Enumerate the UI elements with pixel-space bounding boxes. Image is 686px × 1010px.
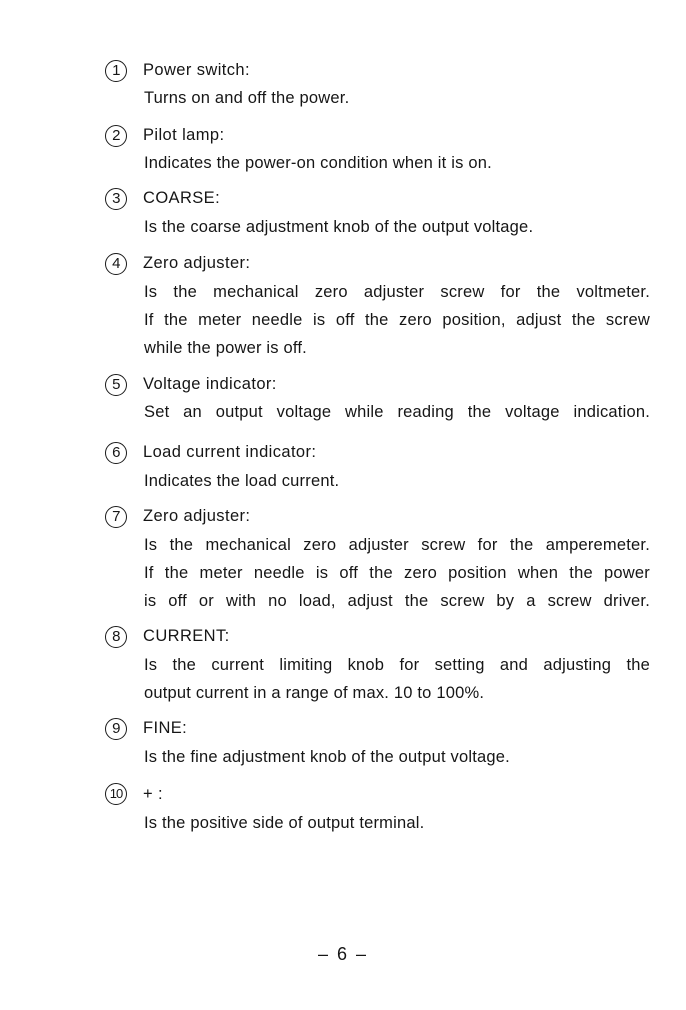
item-description: while the power is off. xyxy=(144,339,307,357)
item-number: 8 xyxy=(105,626,127,648)
item-number: 4 xyxy=(105,253,127,275)
item-description: Set an output voltage while reading the voltage indication. xyxy=(144,403,650,421)
item-description: Is the fine adjustment knob of the output voltage. xyxy=(144,748,510,766)
item-title: Pilot lamp: xyxy=(143,126,225,144)
item-title: CURRENT: xyxy=(143,627,230,645)
item-number: 6 xyxy=(105,442,127,464)
item-title: Voltage indicator: xyxy=(143,375,277,393)
item-description: Is the mechanical zero adjuster screw for the amperemeter. xyxy=(144,536,650,554)
item-number: 3 xyxy=(105,188,127,210)
item-description: Is the current limiting knob for setting and adjusting the xyxy=(144,656,650,674)
item-description: Turns on and off the power. xyxy=(144,89,350,107)
item-description: Is the coarse adjustment knob of the output voltage. xyxy=(144,218,534,236)
page-number: – 6 – xyxy=(317,944,369,964)
item-number: 9 xyxy=(105,718,127,740)
item-description: If the meter needle is off the zero position when the power xyxy=(144,564,650,582)
item-title: Load current indicator: xyxy=(143,443,317,461)
item-description: is off or with no load, adjust the screw by a screw driver. xyxy=(144,592,650,610)
item-title: Zero adjuster: xyxy=(143,507,251,525)
item-description: output current in a range of max. 10 to 100%. xyxy=(144,684,485,702)
item-description: Indicates the load current. xyxy=(144,472,340,490)
item-title: Zero adjuster: xyxy=(143,254,251,272)
item-title: Power switch: xyxy=(143,61,250,79)
item-number: 7 xyxy=(105,506,127,528)
item-number: 2 xyxy=(105,125,127,147)
item-description: Indicates the power-on condition when it is on. xyxy=(144,154,492,172)
item-number: 1 xyxy=(105,60,127,82)
item-number: 10 xyxy=(105,783,127,805)
item-description: Is the positive side of output terminal. xyxy=(144,814,425,832)
item-description: Is the mechanical zero adjuster screw for the voltmeter. xyxy=(144,283,650,301)
item-title: + : xyxy=(143,785,164,803)
item-title: FINE: xyxy=(143,719,188,737)
item-title: COARSE: xyxy=(143,189,221,207)
item-number: 5 xyxy=(105,374,127,396)
item-description: If the meter needle is off the zero position, adjust the screw xyxy=(144,311,650,329)
